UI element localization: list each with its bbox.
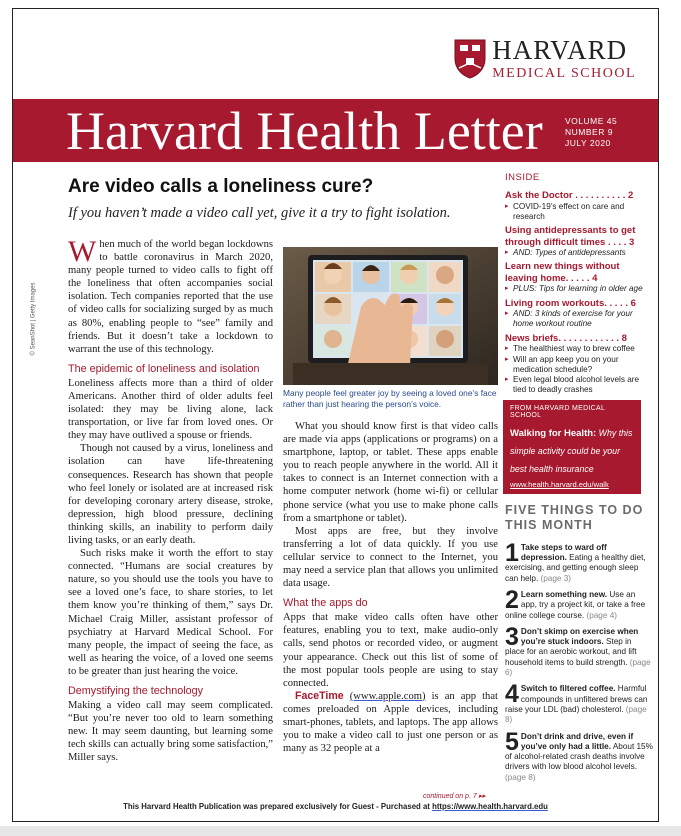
toc-item[interactable] xyxy=(505,261,653,294)
tip-text: Use an app, try a project kit, or take a free online college course. xyxy=(505,589,646,620)
apple-link[interactable]: (www.apple.com) xyxy=(349,690,426,702)
tip-title: Don’t drink and drive, even if you’ve only had a little. xyxy=(520,731,634,751)
logo-harvard-word: HARVARD xyxy=(492,35,628,65)
photo-credit: © SeanShot | Getty Images xyxy=(30,282,37,356)
sidebar xyxy=(505,172,653,789)
toc-title: Living room workouts. . . . . 6 xyxy=(505,297,636,309)
tip-number: 1 xyxy=(505,538,519,567)
paragraph: Making a video call may seem complicated. “But you’re never too old to learn something new. It may seem daunting, but learning some tech skills can actually bring some satisfaction,” Miller says. xyxy=(68,700,273,764)
article-column-1 xyxy=(68,235,273,764)
paragraph: Though not caused by a virus, loneliness and isolation can have life-threatening consequences. Research has shown that people who feel lonely or isolated are at increased risk for developing coronary artery disease, stroke, depression, high blood pressure, declining thinking skills, an inability to perform daily living tasks, or an early death. xyxy=(68,443,273,546)
tip-text: Step in place for an aerobic workout, and lift household items to build strength. xyxy=(505,637,637,667)
tip-text: About 15% of alcohol-related crash deaths involve drivers with low blood alcohol levels. xyxy=(505,741,653,772)
toc-subitem: ▸ PLUS: Tips for learning in older age xyxy=(505,284,653,294)
tips-list xyxy=(505,538,653,783)
toc-title: Ask the Doctor . . . . . . . . . . 2 xyxy=(505,190,634,201)
facetime-label: FaceTime xyxy=(295,689,344,702)
table-of-contents xyxy=(505,190,653,396)
video-call-illustration xyxy=(283,247,498,385)
paragraph: Loneliness affects more than a third of older Americans. Another third of older adults feel isolated: they may be living alone, lack transportation, or live far from loved ones. Or they may have outlived a spouse or friends. xyxy=(68,377,273,442)
toc-subitem: ▸ COVID-19’s effect on care and research xyxy=(505,202,653,223)
toc-item[interactable] xyxy=(505,190,653,222)
tip-title: Take steps to ward off depression. xyxy=(520,542,607,563)
section-heading-demystify: Demystifying the technology xyxy=(68,685,204,697)
section-heading-apps: What the apps do xyxy=(283,597,368,610)
article-photo xyxy=(283,247,498,385)
tip-text: Harmful compounds in unfiltered brews can raise your LDL (bad) cholesterol. xyxy=(505,684,648,714)
tip-title: Learn something new. xyxy=(520,589,608,599)
tip-item xyxy=(505,585,653,621)
article-headline: Are video calls a loneliness cure? xyxy=(68,176,374,197)
footer-link[interactable]: https://www.health.harvard.edu xyxy=(432,802,548,811)
toc-title: News briefs. . . . . . . . . . . . 8 xyxy=(505,332,627,344)
issue-volume: VOLUME 45 xyxy=(565,116,618,126)
continued-note: continued on p. 7 ▸▸ xyxy=(423,793,486,800)
promo-body: Why this simple activity could be your best health insurance xyxy=(510,427,633,474)
tip-page-ref: (page 8) xyxy=(505,704,647,725)
promo-heading: FROM HARVARD MEDICAL SCHOOL xyxy=(510,404,605,419)
tip-item xyxy=(505,680,653,725)
promo-box xyxy=(503,400,641,494)
viewer-bottom-bar xyxy=(0,826,681,836)
photo-caption: Many people feel greater joy by seeing a loved one’s face rather than just hearing the person’s voice. xyxy=(283,388,497,409)
toc-subitem: ▸ Will an app keep you on your medication schedule? xyxy=(505,355,653,376)
paragraph: Apps that make video calls often have other features, enabling you to text, make audio-only calls, send photos or recorded video, or augment your appearance. Check out this list of some of the most popular tools people are using to stay connected. xyxy=(283,612,498,689)
paragraph: What you should know first is that video calls are made via apps (applications or programs) on a smartphone, laptop, or tablet. These apps enable you to reach people anywhere in the world. All it takes to connect is an Internet connection with a home computer network (home wi-fi) or cellular phone service (what you use to make phone calls from a smartphone or tablet). xyxy=(283,421,498,524)
harvard-logo xyxy=(454,37,636,81)
toc-item[interactable] xyxy=(505,225,653,258)
logo-medical-school: MEDICAL SCHOOL xyxy=(492,66,636,81)
tip-number: 2 xyxy=(505,585,519,614)
masthead-banner xyxy=(13,99,658,162)
tip-page-ref: (page 4) xyxy=(584,610,617,620)
paragraph: Such risks make it worth the effort to stay connected. “Humans are social creatures by nature, so you should use the tools you have to see a loved one’s face, to share stories, to let them know you’re thinking of them,” says Dr. Michael Craig Miller, assistant professor of psychiatry at Harvard Medical School. For many people, the impact of seeing the face, as well as hearing the voice, of a loved one seems to be greater than just hearing the voice. xyxy=(68,548,273,677)
footer-notice: This Harvard Health Publication was prepared exclusively for Guest - Purchased at https://www.health.harvard.edu xyxy=(123,802,548,811)
issue-info xyxy=(565,116,617,149)
tip-title: Don’t skimp on exercise when you’re stuck indoors. xyxy=(520,626,639,647)
inside-heading: INSIDE xyxy=(505,172,540,183)
drop-cap: W xyxy=(68,235,97,268)
promo-title: Walking for Health: xyxy=(510,427,597,439)
newsletter-page xyxy=(12,8,659,822)
paragraph: Most apps are free, but they involve transferring a lot of data quickly. If you use cellular service to connect to the Internet, you may need a service plan that allows you unlimited data usage. xyxy=(283,525,498,590)
tip-page-ref: (page 8) xyxy=(505,772,536,782)
harvard-shield-icon xyxy=(454,39,486,79)
paragraph: When much of the world began lockdowns to battle coronavirus in March 2020, many people turned to video calls to fight off the loneliness that often accompanies social isolation. Tech companies reported that the use of video calls for socializing surged by as much as 80%, enabling people to “see” family and friends. But it doesn’t take a lockdown to warrant the use of this technology. xyxy=(68,235,273,355)
article-deck: If you haven’t made a video call yet, give it a try to fight isolation. xyxy=(68,205,451,221)
paragraph-facetime: FaceTime (www.apple.com) is an app that comes preloaded on Apple devices, including smart-phones, tablets, and laptops. The app allows you to make a video call to just one person or as many as 32 people at a xyxy=(283,689,498,755)
tip-item xyxy=(505,622,653,678)
article-column-2 xyxy=(283,420,498,755)
publication-title: Harvard Health Letter xyxy=(66,101,543,161)
five-things-heading: FIVE THINGS TO DO THIS MONTH xyxy=(505,502,644,532)
tip-page-ref: (page 3) xyxy=(538,573,572,583)
toc-subitem: ▸ AND: 3 kinds of exercise for your home workout routine xyxy=(505,309,653,330)
section-heading-epidemic: The epidemic of loneliness and isolation xyxy=(68,362,260,375)
tip-page-ref: (page 6) xyxy=(505,657,651,678)
tip-text: Eating a healthy diet, exercising, and getting enough sleep can help. xyxy=(505,553,646,583)
tip-item xyxy=(505,538,653,584)
tip-title: Switch to filtered coffee. xyxy=(520,684,616,694)
tip-number: 3 xyxy=(505,622,519,651)
tip-number: 5 xyxy=(505,727,519,756)
toc-item[interactable] xyxy=(505,333,653,396)
toc-item[interactable] xyxy=(505,298,653,330)
promo-link[interactable]: www.health.harvard.edu/walk xyxy=(510,479,609,489)
issue-date: JULY 2020 xyxy=(565,138,611,148)
tip-number: 4 xyxy=(505,680,519,709)
toc-subitem: ▸ Even legal blood alcohol levels are tied to deadly crashes xyxy=(505,375,653,396)
toc-title: Learn new things without leaving home. . . . . 4 xyxy=(505,261,620,284)
tip-item xyxy=(505,727,653,783)
issue-number: NUMBER 9 xyxy=(565,127,613,137)
toc-subitem: ▸ The healthiest way to brew coffee xyxy=(505,344,653,354)
toc-title: Using antidepressants to get through difficult times . . . . 3 xyxy=(505,225,636,248)
toc-subitem: ▸ AND: Types of antidepressants xyxy=(505,248,653,258)
